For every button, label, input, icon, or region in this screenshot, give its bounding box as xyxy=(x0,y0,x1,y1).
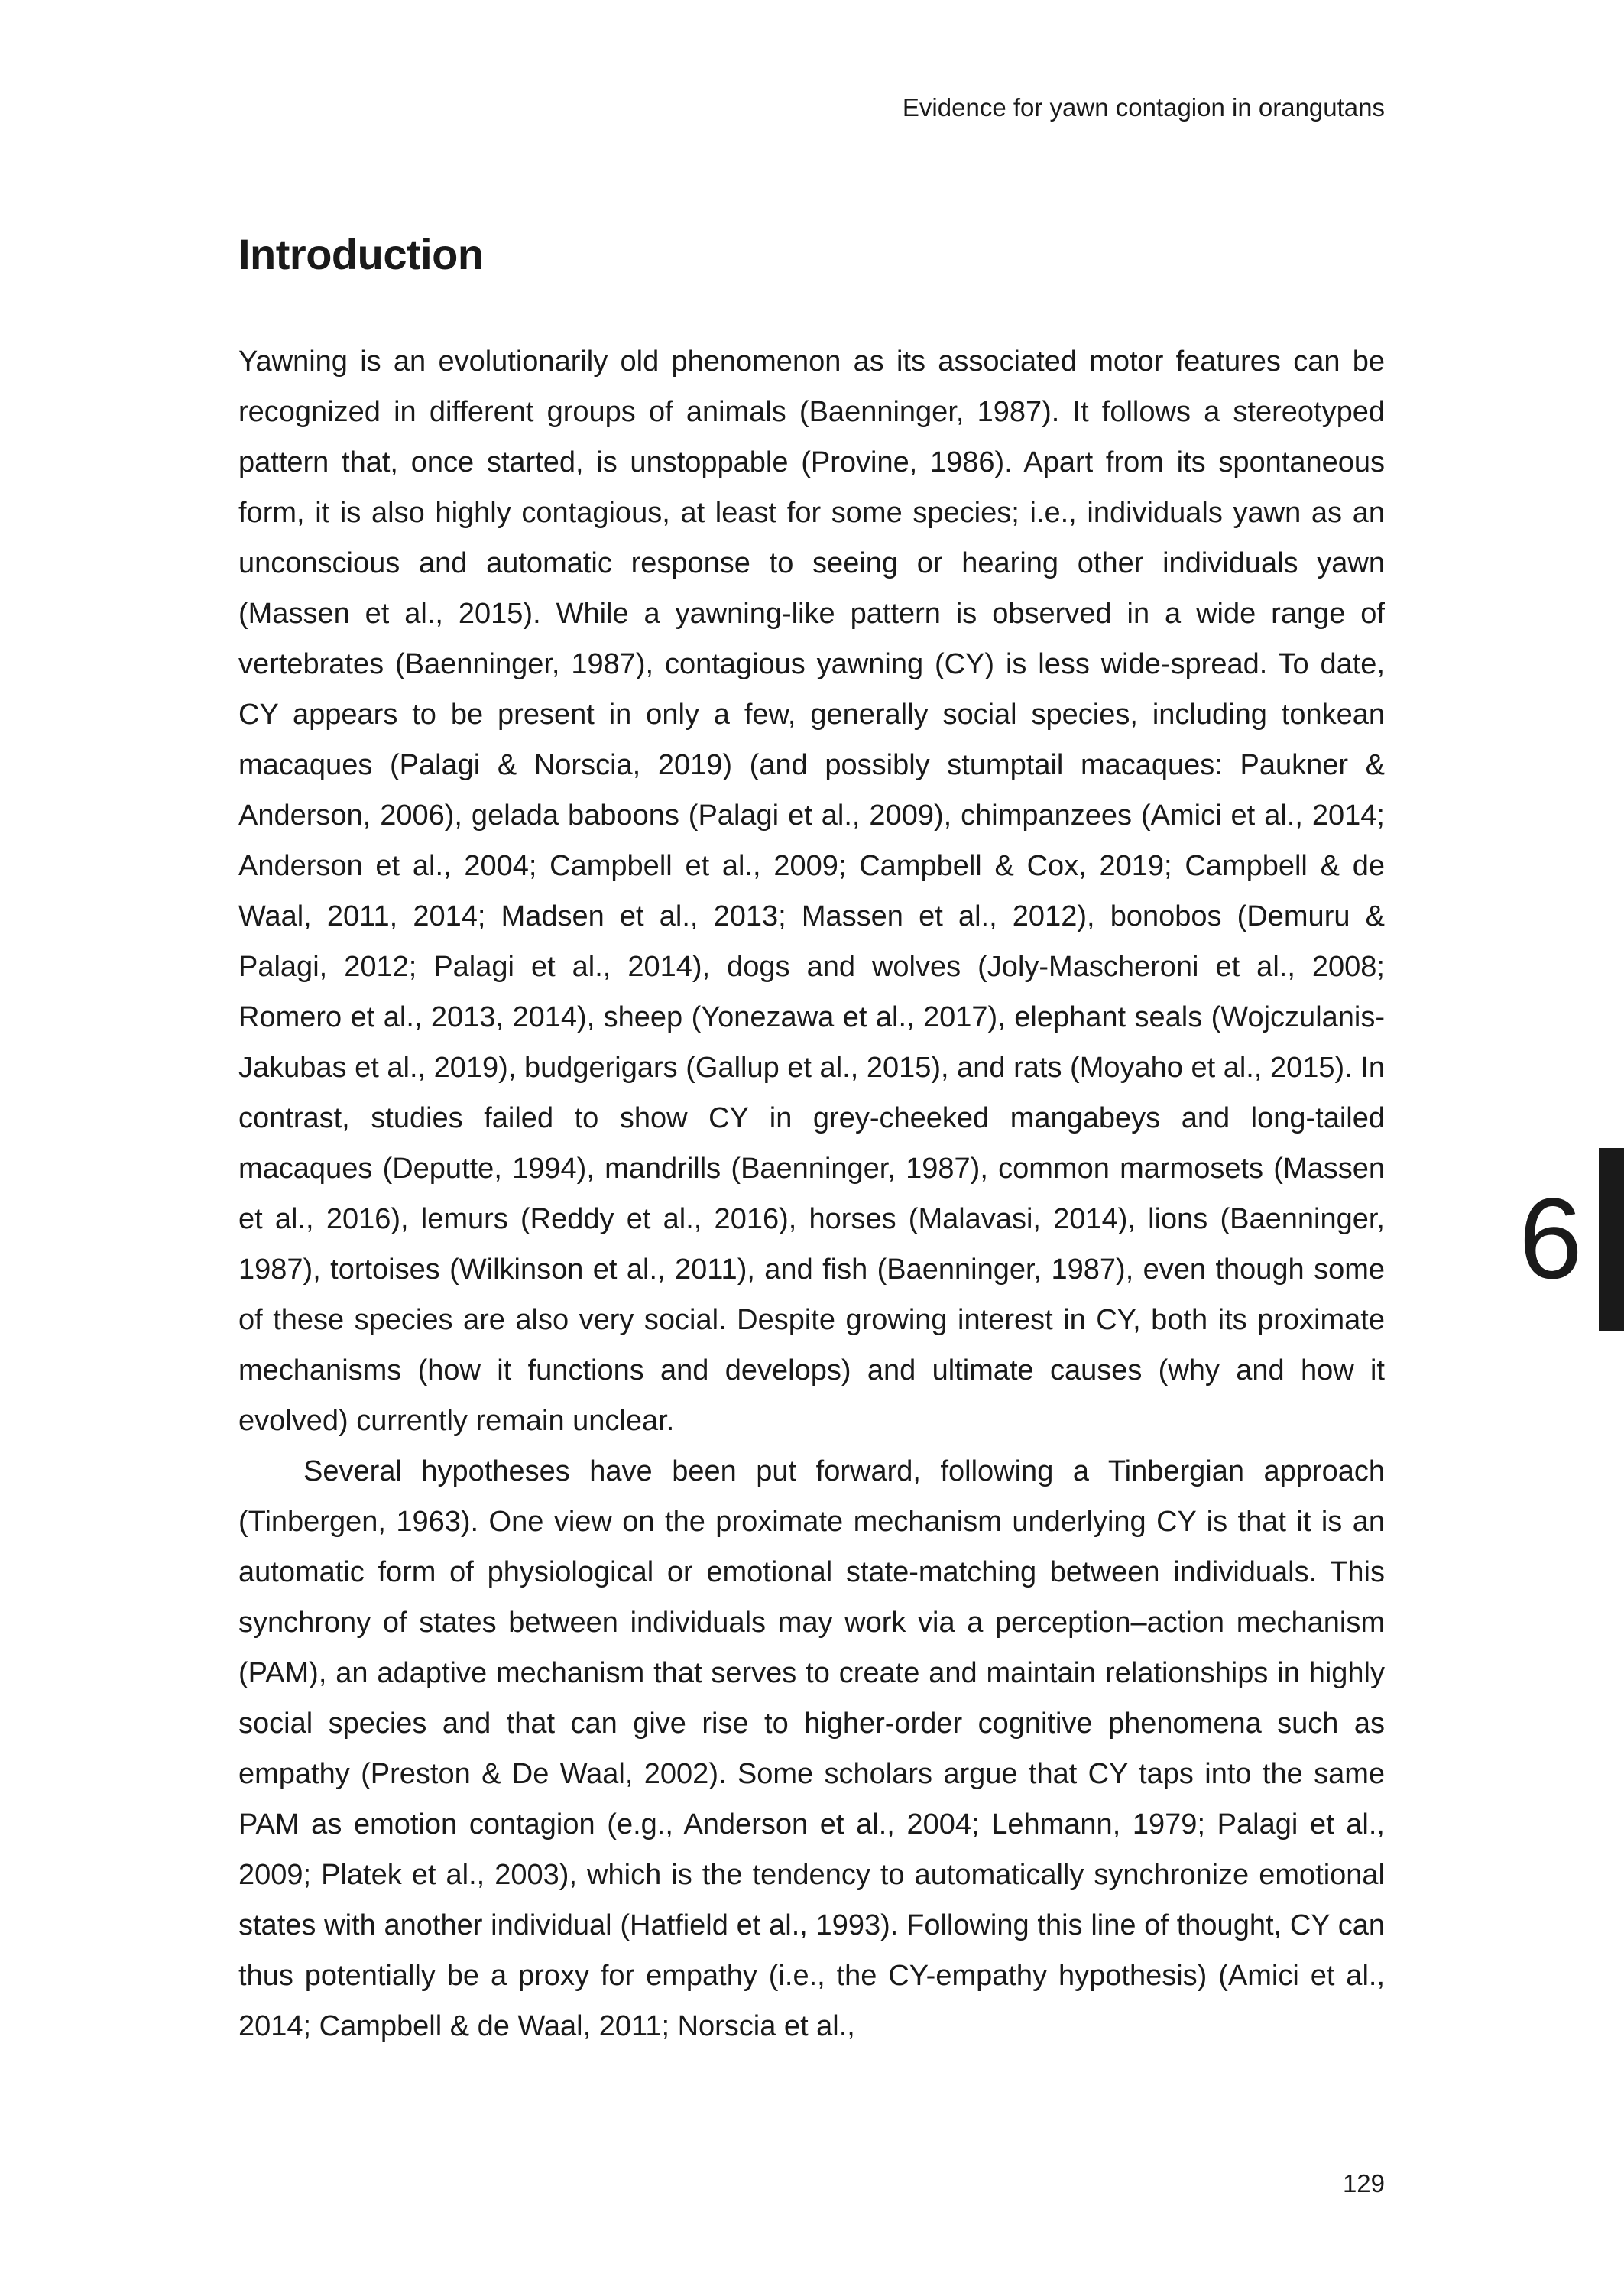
chapter-thumb-tab xyxy=(1599,1148,1624,1331)
page-number: 129 xyxy=(1342,2169,1385,2197)
paragraph-2: Several hypotheses have been put forward, following a Tinbergian approach (Tinbergen, 1963). One view on the proximate mechanism underlying CY is that it is an automatic form of physiological or emotional state-matching between individuals. This synchrony of states between individuals may work via a perception–action mechanism (PAM), an adaptive mechanism that serves to create and maintain relationships in highly social species and that can give rise to higher-order cognitive phenomena such as empathy (Preston & De Waal, 2002). Some scholars argue that CY taps into the same PAM as emotion contagion (e.g., Anderson et al., 2004; Lehmann, 1979; Palagi et al., 2009; Platek et al., 2003), which is the tendency to automatically synchronize emotional states with another individual (Hatfield et al., 1993). Following this line of thought, CY can thus potentially be a proxy for empathy (i.e., the CY-empathy hypothesis) (Amici et al., 2014; Campbell & de Waal, 2011; Norscia et al., xyxy=(238,1455,1385,2042)
chapter-number: 6 xyxy=(1519,1174,1583,1302)
section-heading: Introduction xyxy=(238,230,484,278)
body-text xyxy=(238,336,1385,2051)
paragraph-1: Yawning is an evolutionarily old phenomenon as its associated motor features can be recognized in different groups of animals (Baenninger, 1987). It follows a stereotyped pattern that, once started, is unstoppable (Provine, 1986). Apart from its spontaneous form, it is also highly contagious, at least for some species; i.e., individuals yawn as an unconscious and automatic response to seeing or hearing other individuals yawn (Massen et al., 2015). While a yawning-like pattern is observed in a wide range of vertebrates (Baenninger, 1987), contagious yawning (CY) is less wide-spread. To date, CY appears to be present in only a few, generally social species, including tonkean macaques (Palagi & Norscia, 2019) (and possibly stumptail macaques: Paukner & Anderson, 2006), gelada baboons (Palagi et al., 2009), chimpanzees (Amici et al., 2014; Anderson et al., 2004; Campbell et al., 2009; Campbell & Cox, 2019; Campbell & de Waal, 2011, 2014; Madsen et al., 2013; Massen et al., 2012), bonobos (Demuru & Palagi, 2012; Palagi et al., 2014), dogs and wolves (Joly-Mascheroni et al., 2008; Romero et al., 2013, 2014), sheep (Yonezawa et al., 2017), elephant seals (Wojczulanis-Jakubas et al., 2019), budgerigars (Gallup et al., 2015), and rats (Moyaho et al., 2015). In contrast, studies failed to show CY in grey-cheeked mangabeys and long-tailed macaques (Deputte, 1994), mandrills (Baenninger, 1987), common marmosets (Massen et al., 2016), lemurs (Reddy et al., 2016), horses (Malavasi, 2014), lions (Baenninger, 1987), tortoises (Wilkinson et al., 2011), and fish (Baenninger, 1987), even though some of these species are also very social. Despite growing interest in CY, both its proximate mechanisms (how it functions and develops) and ultimate causes (why and how it evolved) currently remain unclear. xyxy=(238,345,1385,1437)
running-header: Evidence for yawn contagion in orangutans xyxy=(902,93,1385,122)
